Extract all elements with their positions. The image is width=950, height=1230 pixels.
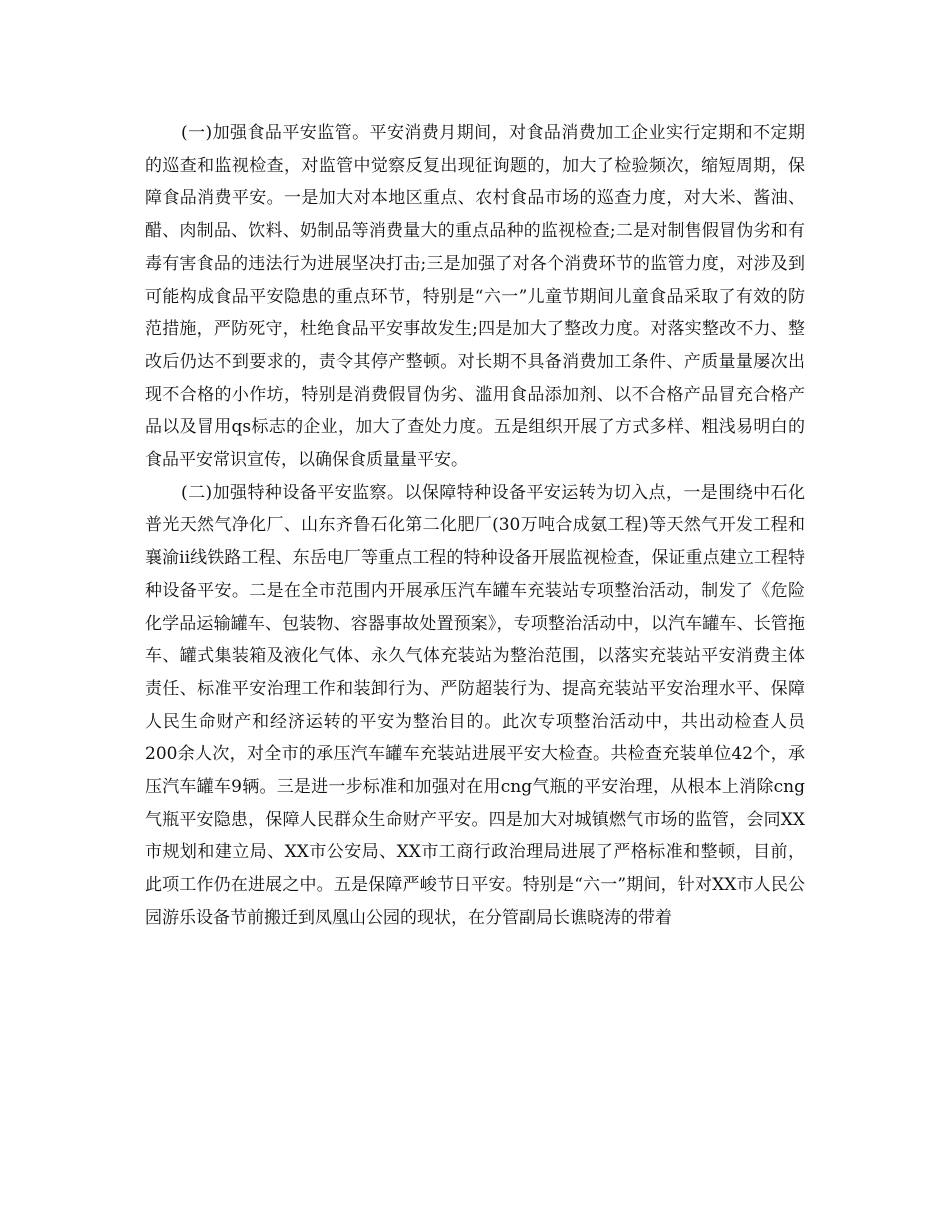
document-body [145,117,805,935]
paragraph-food-safety: (一)加强食品平安监管。平安消费月期间，对食品消费加工企业实行定期和不定期的巡查和监视检查，对监管中觉察反复出现征询题的，加大了检验频次，缩短周期，保障食品消费平安。一是加大对本地区重点、农村食品市场的巡查力度，对大米、酱油、醋、肉制品、饮料、奶制品等消费量大的重点品种的监视检查;二是对制售假冒伪劣和有毒有害食品的违法行为进展坚决打击;三是加强了对各个消费环节的监管力度，对涉及到可能构成食品平安隐患的重点环节，特别是“六一”儿童节期间儿童食品采取了有效的防范措施，严防死守，杜绝食品平安事故发生;四是加大了整改力度。对落实整改不力、整改后仍达不到要求的，责令其停产整顿。对长期不具备消费加工条件、产质量量屡次出现不合格的小作坊，特别是消费假冒伪劣、滥用食品添加剂、以不合格产品冒充合格产品以及冒用qs标志的企业，加大了查处力度。五是组织开展了方式多样、粗浅易明白的食品平安常识宣传，以确保食质量量平安。 [145,123,805,471]
paragraph-special-equipment: (二)加强特种设备平安监察。以保障特种设备平安运转为切入点，一是围绕中石化普光天然气净化厂、山东齐鲁石化第二化肥厂(30万吨合成氨工程)等天然气开发工程和襄渝ii线铁路工程、东岳电厂等重点工程的特种设备开展监视检查，保证重点建立工程特种设备平安。二是在全市范围内开展承压汽车罐车充装站专项整治活动，制发了《危险化学品运输罐车、包装物、容器事故处置预案》，专项整治活动中，以汽车罐车、长管拖车、罐式集装箱及液化气体、永久气体充装站为整治范围，以落实充装站平安消费主体责任、标准平安治理工作和装卸行为、严防超装行为、提高充装站平安治理水平、保障人民生命财产和经济运转的平安为整治目的。此次专项整治活动中，共出动检查人员200余人次，对全市的承压汽车罐车充装站进展平安大检查。共检查充装单位42个，承压汽车罐车9辆。三是进一步标准和加强对在用cng气瓶的平安治理，从根本上消除cng气瓶平安隐患，保障人民群众生命财产平安。四是加大对城镇燃气市场的监管，会同XX市规划和建立局、XX市公安局、XX市工商行政治理局进展了严格标准和整顿，目前，此项工作仍在进展之中。五是保障严峻节日平安。特别是“六一”期间，针对XX市人民公园游乐设备节前搬迁到凤凰山公园的现状，在分管副局长谯晓涛的带着 [145,482,805,928]
